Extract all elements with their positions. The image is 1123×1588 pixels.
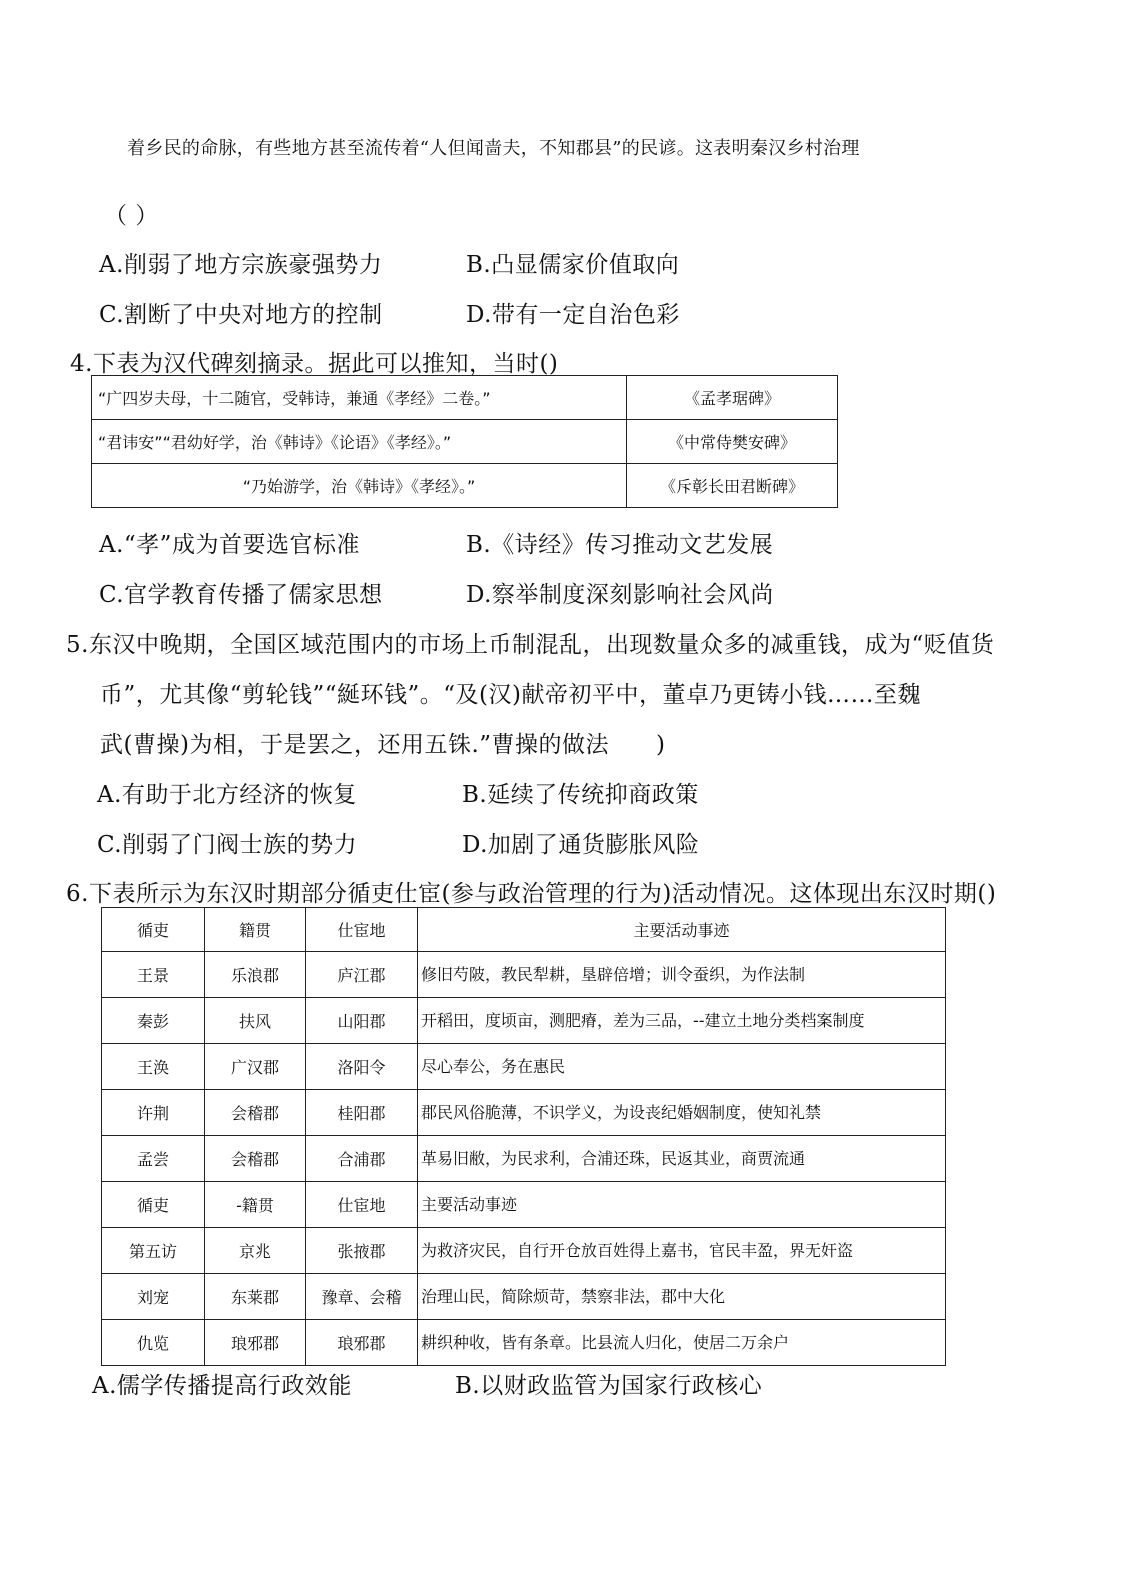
inscription-quote: “君讳安”“君幼好学，治《韩诗》《论语》《孝经》。” [92, 420, 627, 464]
official-name: 循吏 [102, 1182, 205, 1228]
q5-option-a: A.有助于北方经济的恢复 [97, 782, 357, 808]
official-name: 仇览 [102, 1320, 205, 1366]
q3-stem-tail: 着乡民的命脉，有些地方甚至流传着“人但闻啬夫，不知郡县”的民谚。这表明秦汉乡村治理 [127, 138, 860, 159]
inscription-source: 《中常侍樊安碑》 [627, 420, 838, 464]
q3-option-d: D.带有一定自治色彩 [466, 302, 680, 328]
official-origin: 京兆 [205, 1228, 306, 1274]
official-origin: 乐浪郡 [205, 952, 306, 998]
column-header-post: 仕宦地 [306, 908, 418, 952]
official-deeds: 革易旧敝，为民求利，合浦还珠，民返其业，商贾流通 [418, 1136, 946, 1182]
q3-option-b: B.凸显儒家价值取向 [466, 252, 680, 278]
official-name: 孟尝 [102, 1136, 205, 1182]
table-row [102, 1090, 946, 1136]
table-row [102, 1182, 946, 1228]
official-origin: -籍贯 [205, 1182, 306, 1228]
inscription-quote: “广四岁夫母，十二随官，受韩诗，兼通《孝经》二卷。” [92, 376, 627, 420]
table-row [102, 1044, 946, 1090]
q4-stem: 4.下表为汉代碑刻摘录。据此可以推知，当时() [70, 351, 559, 377]
official-origin: 广汉郡 [205, 1044, 306, 1090]
official-post: 山阳郡 [306, 998, 418, 1044]
q6-stem: 6.下表所示为东汉时期部分循吏仕宦(参与政治管理的行为)活动情况。这体现出东汉时期() [66, 881, 997, 907]
table-row [102, 1136, 946, 1182]
q3-option-c: C.割断了中央对地方的控制 [99, 302, 383, 328]
q4-option-d: D.察举制度深刻影响社会风尚 [466, 582, 774, 608]
official-origin: 扶风 [205, 998, 306, 1044]
official-post: 桂阳郡 [306, 1090, 418, 1136]
q6-officials-table [101, 907, 946, 1366]
table-row [92, 420, 838, 464]
official-name: 刘宠 [102, 1274, 205, 1320]
table-row [102, 1228, 946, 1274]
q5-option-c: C.削弱了门阀士族的势力 [97, 832, 358, 858]
column-header-origin: 籍贯 [205, 908, 306, 952]
q5-option-b: B.延续了传统抑商政策 [462, 782, 699, 808]
q5-stem-line-1: 5.东汉中晚期，全国区域范围内的市场上币制混乱，出现数量众多的减重钱，成为“贬值货 [66, 632, 995, 658]
official-post: 豫章、会稽 [306, 1274, 418, 1320]
official-post: 琅邪郡 [306, 1320, 418, 1366]
table-row [92, 464, 838, 508]
official-post: 张掖郡 [306, 1228, 418, 1274]
official-deeds: 主要活动事迹 [418, 1182, 946, 1228]
inscription-source: 《斥彰长田君断碑》 [627, 464, 838, 508]
table-row [102, 952, 946, 998]
official-origin: 会稽郡 [205, 1136, 306, 1182]
official-origin: 东莱郡 [205, 1274, 306, 1320]
official-deeds: 郡民风俗脆薄，不识学义，为设丧纪婚姻制度，使知礼禁 [418, 1090, 946, 1136]
table-header-row [102, 908, 946, 952]
official-origin: 琅邪郡 [205, 1320, 306, 1366]
q4-inscription-table [91, 375, 838, 508]
q4-option-a: A.“孝”成为首要选官标准 [99, 532, 360, 558]
official-deeds: 尽心奉公，务在惠民 [418, 1044, 946, 1090]
official-name: 第五访 [102, 1228, 205, 1274]
table-row [92, 376, 838, 420]
official-deeds: 治理山民，简除烦苛，禁察非法，郡中大化 [418, 1274, 946, 1320]
official-name: 许荆 [102, 1090, 205, 1136]
official-name: 王涣 [102, 1044, 205, 1090]
official-deeds: 修旧芍陂，教民犁耕，垦辟倍增；训令蚕织，为作法制 [418, 952, 946, 998]
inscription-quote: “乃始游学，治《韩诗》《孝经》。” [92, 464, 627, 508]
q6-option-a: A.儒学传播提高行政效能 [92, 1373, 352, 1399]
table-row [102, 998, 946, 1044]
q3-answer-blank: （ ） [104, 203, 159, 229]
q4-option-c: C.官学教育传播了儒家思想 [99, 582, 383, 608]
q5-option-d: D.加剧了通货膨胀风险 [462, 832, 700, 858]
inscription-source: 《孟孝琚碑》 [627, 376, 838, 420]
q4-option-b: B.《诗经》传习推动文艺发展 [466, 532, 774, 558]
official-deeds: 耕织种收，皆有条章。比县流人归化，使居二万余户 [418, 1320, 946, 1366]
q3-option-a: A.削弱了地方宗族豪强势力 [99, 252, 383, 278]
official-post: 庐江郡 [306, 952, 418, 998]
official-post: 合浦郡 [306, 1136, 418, 1182]
table-row [102, 1274, 946, 1320]
q5-stem-line-2: 币”，尤其像“剪轮钱”“綖环钱”。“及(汉)献帝初平中，董卓乃更铸小钱……至魏 [100, 682, 921, 708]
q6-option-b: B.以财政监管为国家行政核心 [455, 1373, 763, 1399]
official-name: 王景 [102, 952, 205, 998]
table-row [102, 1320, 946, 1366]
q5-stem-line-3: 武(曹操)为相，于是罢之，还用五铢.”曹操的做法 ) [100, 732, 666, 758]
column-header-official: 循吏 [102, 908, 205, 952]
official-deeds: 开稻田，度顷亩，测肥瘠，差为三品，--建立土地分类档案制度 [418, 998, 946, 1044]
column-header-deeds: 主要活动事迹 [418, 908, 946, 952]
official-origin: 会稽郡 [205, 1090, 306, 1136]
official-name: 秦彭 [102, 998, 205, 1044]
official-post: 仕宦地 [306, 1182, 418, 1228]
official-post: 洛阳令 [306, 1044, 418, 1090]
official-deeds: 为救济灾民，自行开仓放百姓得上嘉书，官民丰盈，界无奸盗 [418, 1228, 946, 1274]
